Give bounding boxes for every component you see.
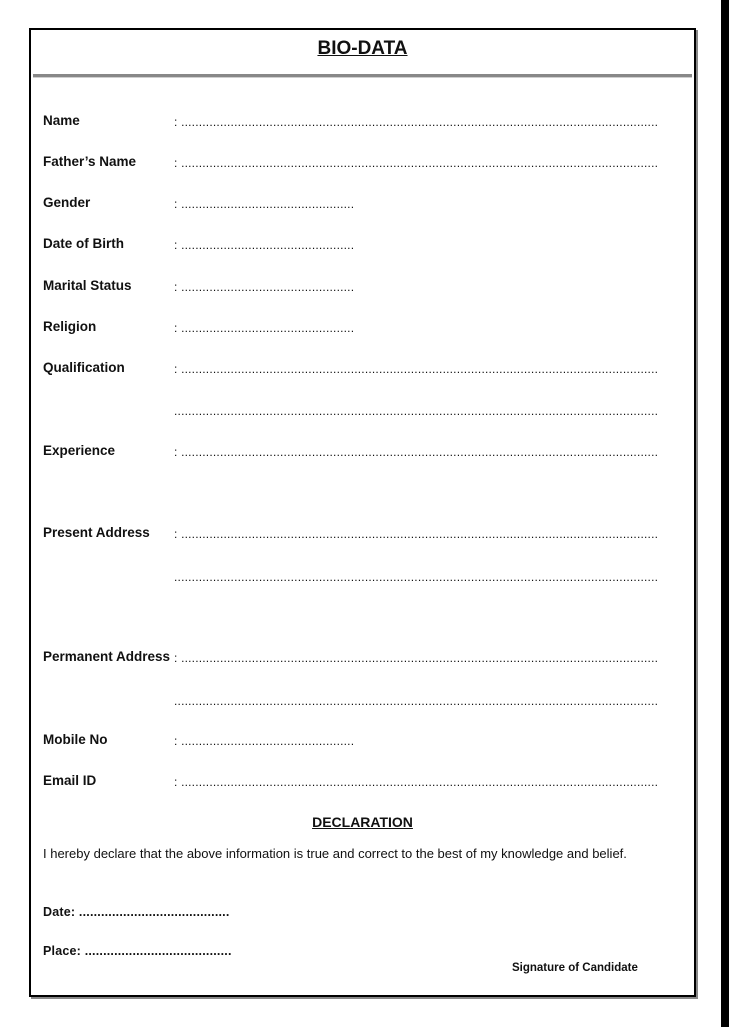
- experience-field[interactable]: : .......................................................................................................................................: [174, 445, 659, 459]
- page-title: BIO-DATA: [317, 38, 408, 59]
- permanent-address-label: Permanent Address: [43, 649, 171, 664]
- declaration-title: DECLARATION: [312, 814, 413, 830]
- email-label: Email ID: [43, 773, 97, 788]
- declaration-text: I hereby declare that the above information is true and correct to the best of my knowledge and belief.: [43, 846, 627, 861]
- present-address-label: Present Address: [43, 525, 150, 540]
- present-address-field-line2[interactable]: .........................................................................................................................................: [174, 570, 659, 584]
- permanent-address-field-line2[interactable]: .........................................................................................................................................: [174, 694, 659, 708]
- marital-status-label: Marital Status: [43, 278, 132, 293]
- mobile-field[interactable]: : .................................................: [174, 734, 355, 748]
- present-address-field[interactable]: : .......................................................................................................................................: [174, 527, 659, 541]
- dob-field[interactable]: : .................................................: [174, 238, 355, 252]
- signature-label: Signature of Candidate: [512, 962, 638, 974]
- name-field[interactable]: : .......................................................................................................................................: [174, 115, 659, 129]
- name-label: Name: [43, 113, 80, 128]
- religion-field[interactable]: : .................................................: [174, 321, 355, 335]
- biodata-form: [29, 28, 696, 997]
- marital-status-field[interactable]: : .................................................: [174, 280, 355, 294]
- father-name-label: Father’s Name: [43, 154, 137, 169]
- experience-label: Experience: [43, 443, 116, 458]
- qualification-label: Qualification: [43, 360, 125, 375]
- place-field[interactable]: Place: ........................................: [43, 944, 232, 958]
- gender-label: Gender: [43, 195, 91, 210]
- qualification-field-line2[interactable]: .........................................................................................................................................: [174, 404, 659, 418]
- qualification-field[interactable]: : .......................................................................................................................................: [174, 362, 659, 376]
- gender-field[interactable]: : .................................................: [174, 197, 355, 211]
- email-field[interactable]: : .......................................................................................................................................: [174, 775, 659, 789]
- page-edge-bar: [721, 0, 729, 1027]
- father-name-field[interactable]: : .......................................................................................................................................: [174, 156, 659, 170]
- dob-label: Date of Birth: [43, 236, 124, 251]
- title-divider: [33, 74, 692, 78]
- date-field[interactable]: Date: .........................................: [43, 905, 230, 919]
- religion-label: Religion: [43, 319, 97, 334]
- permanent-address-field[interactable]: : .......................................................................................................................................: [174, 651, 659, 665]
- mobile-label: Mobile No: [43, 732, 108, 747]
